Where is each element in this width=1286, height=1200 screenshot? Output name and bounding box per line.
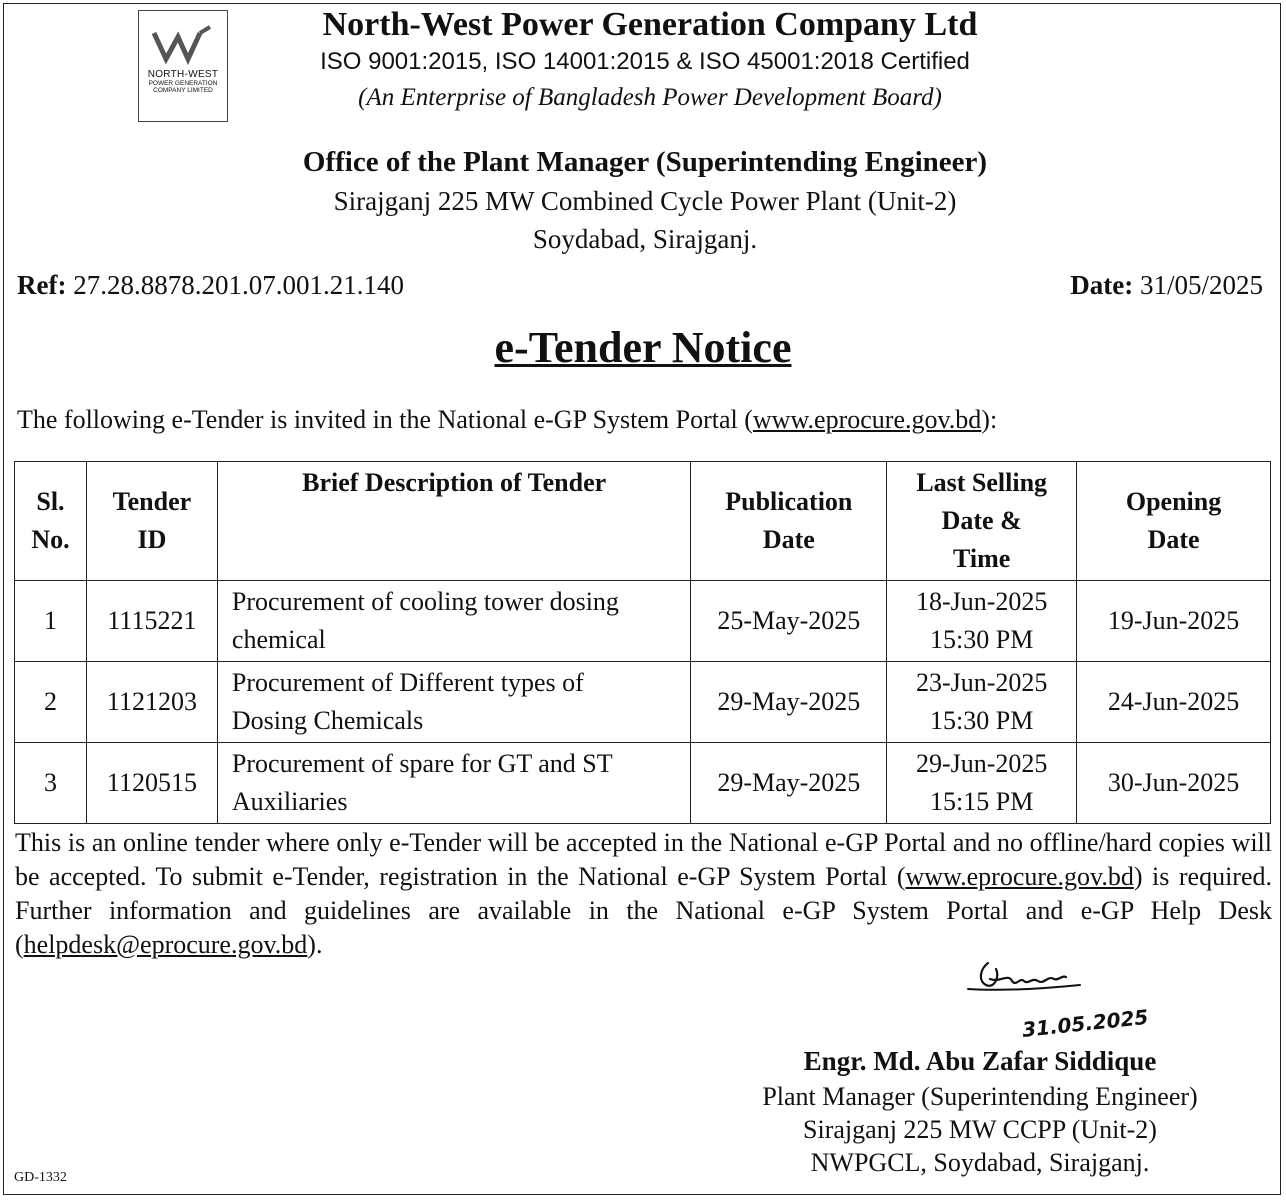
- col-header-id: Tender ID: [86, 462, 217, 581]
- table-row: [15, 662, 1271, 743]
- col-header-sl: Sl. No.: [15, 462, 87, 581]
- intro-before: The following e-Tender is invited in the National e-GP System Portal (: [17, 405, 753, 434]
- tender-table: [14, 461, 1271, 824]
- table-header-row: [15, 462, 1271, 581]
- signatory-name: Engr. Md. Abu Zafar Siddique: [803, 1046, 1157, 1076]
- plant-name: Sirajganj 225 MW Combined Cycle Power Plant (Unit-2): [333, 186, 957, 216]
- col-header-last: Last Selling Date & Time: [887, 462, 1077, 581]
- signature-date: 31.05.2025: [1021, 1004, 1150, 1042]
- date-value: 31/05/2025: [1139, 270, 1263, 300]
- helpdesk-email-link[interactable]: helpdesk@eprocure.gov.bd: [23, 930, 308, 959]
- enterprise-line: (An Enterprise of Bangladesh Power Development Board): [358, 84, 942, 111]
- cell-last: 23-Jun-2025 15:30 PM: [887, 662, 1077, 743]
- ref-label: Ref:: [17, 270, 67, 300]
- cell-desc: Procurement of Different types of Dosing Chemicals: [217, 662, 690, 743]
- signatory-address: NWPGCL, Soydabad, Sirajganj.: [810, 1148, 1150, 1177]
- nwpgcl-logo-icon: [152, 25, 214, 65]
- intro-text: [17, 405, 997, 435]
- office-name: Office of the Plant Manager (Superintending Engineer): [302, 146, 988, 178]
- date-label: Date:: [1070, 270, 1134, 300]
- company-name: North-West Power Generation Company Ltd: [322, 6, 978, 43]
- cell-sl: 1: [15, 581, 87, 662]
- notice-title: e-Tender Notice: [494, 323, 792, 372]
- logo-text-3: COMPANY LIMITED: [153, 87, 213, 94]
- document-code: GD-1332: [14, 1170, 67, 1185]
- cell-id: 1121203: [86, 662, 217, 743]
- cell-last: 18-Jun-2025 15:30 PM: [887, 581, 1077, 662]
- cell-desc: Procurement of cooling tower dosing chemical: [217, 581, 690, 662]
- eprocure-link[interactable]: www.eprocure.gov.bd: [752, 405, 982, 434]
- col-header-open: Opening Date: [1077, 462, 1271, 581]
- col-header-desc: Brief Description of Tender: [217, 462, 690, 581]
- cell-sl: 2: [15, 662, 87, 743]
- cell-last: 29-Jun-2025 15:15 PM: [887, 743, 1077, 824]
- col-header-pub: Publication Date: [691, 462, 887, 581]
- ref-value: 27.28.8878.201.07.001.21.140: [73, 270, 404, 300]
- cell-id: 1120515: [86, 743, 217, 824]
- office-address: Soydabad, Sirajganj.: [532, 224, 758, 254]
- instructions-paragraph: This is an online tender where only e-Tender will be accepted in the National e-GP Portal and no offline/hard copies will be accepted. To submit e-Tender, registration in the National e-GP System Portal (www.eprocure.gov.bd) is required. Further information and guidelines are available in the National e-GP System Portal and e-GP Help Desk (helpdesk@eprocure.gov.bd).: [15, 828, 1272, 959]
- reference-line: [17, 270, 404, 301]
- cell-open: 24-Jun-2025: [1077, 662, 1271, 743]
- signatory-plant: Sirajganj 225 MW CCPP (Unit-2): [803, 1115, 1157, 1144]
- cell-open: 30-Jun-2025: [1077, 743, 1271, 824]
- table-row: [15, 743, 1271, 824]
- cell-sl: 3: [15, 743, 87, 824]
- company-logo: [138, 10, 228, 122]
- cell-pub: 25-May-2025: [691, 581, 887, 662]
- intro-after: ):: [981, 405, 998, 434]
- logo-text-2: POWER GENERATION: [148, 80, 218, 87]
- signature-image: [960, 955, 1170, 1045]
- cell-desc: Procurement of spare for GT and ST Auxiliaries: [217, 743, 690, 824]
- date-line: [1070, 270, 1263, 301]
- cell-pub: 29-May-2025: [691, 743, 887, 824]
- cell-id: 1115221: [86, 581, 217, 662]
- cell-pub: 29-May-2025: [691, 662, 887, 743]
- signatory-designation: Plant Manager (Superintending Engineer): [762, 1082, 1198, 1111]
- iso-certification: ISO 9001:2015, ISO 14001:2015 & ISO 45001:2018 Certified: [320, 48, 970, 75]
- eprocure-link-2[interactable]: www.eprocure.gov.bd: [905, 862, 1134, 891]
- logo-text-1: NORTH-WEST: [147, 69, 219, 80]
- cell-open: 19-Jun-2025: [1077, 581, 1271, 662]
- table-row: [15, 581, 1271, 662]
